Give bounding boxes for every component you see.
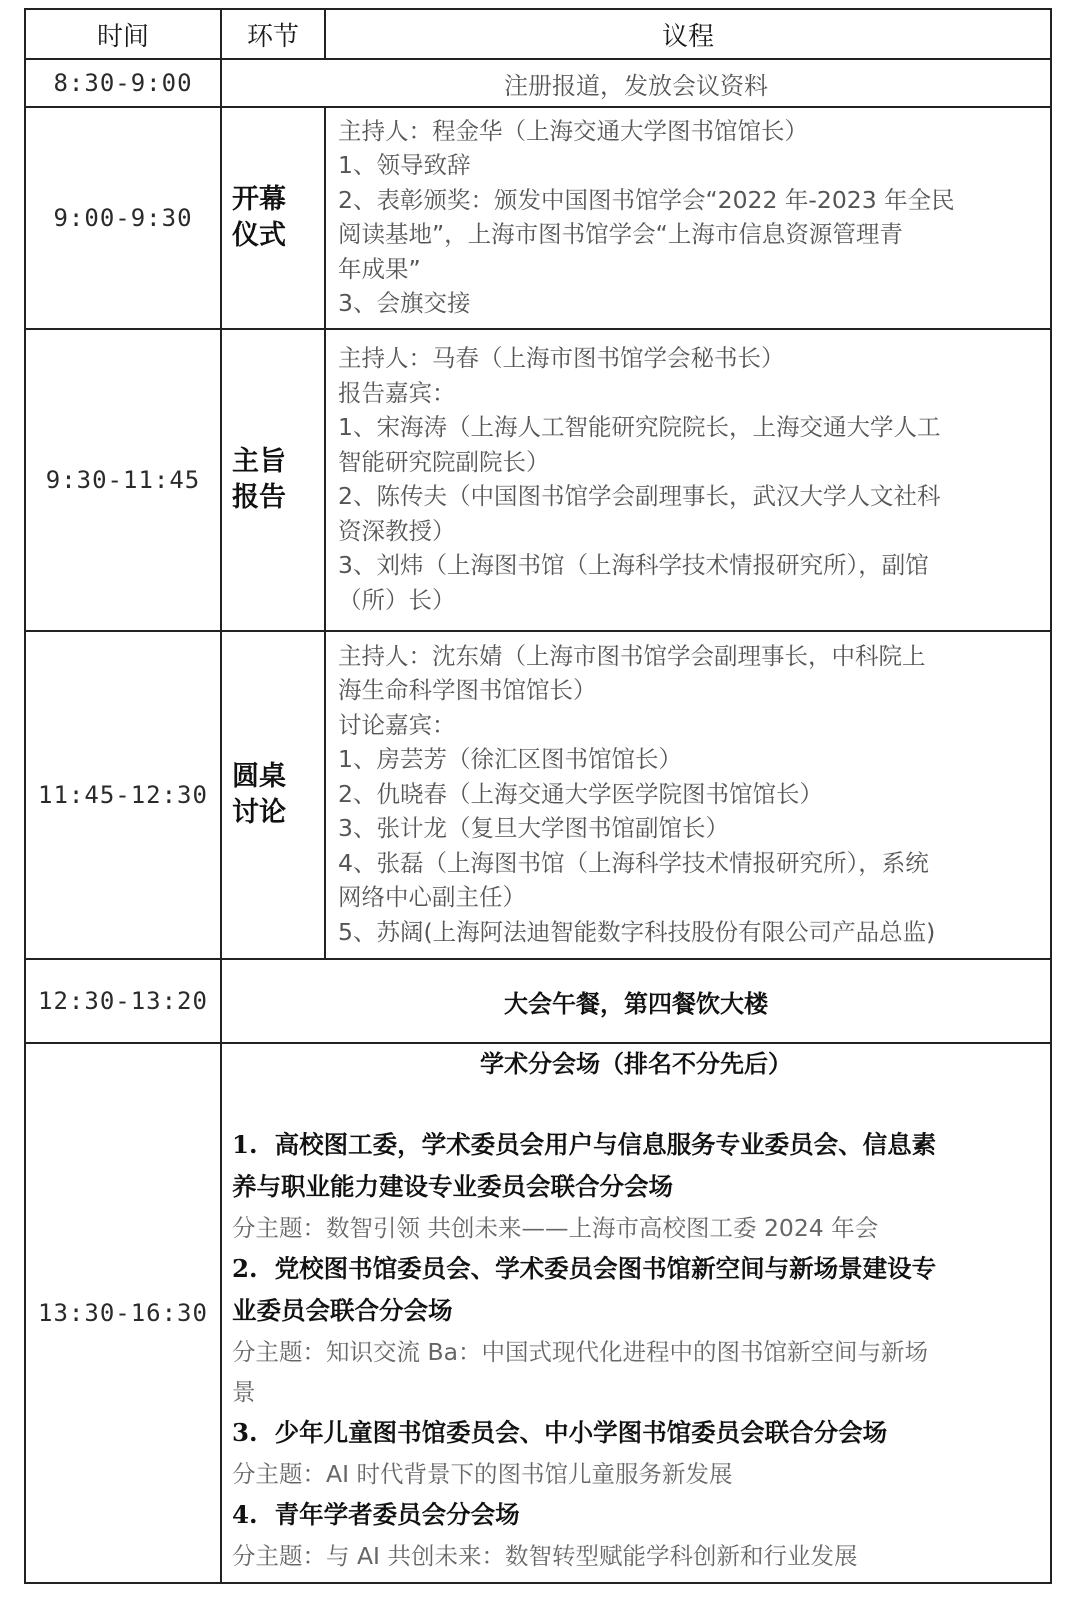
agenda-cell — [325, 107, 1051, 329]
agenda-line: 5、苏阔(上海阿法迪智能数字科技股份有限公司产品总监) — [338, 917, 936, 946]
header-time: 时间 — [25, 9, 221, 59]
agenda-line: 4、张磊（上海图书馆（上海科学技术情报研究所），系统 — [338, 848, 929, 877]
agenda-table-frame — [24, 8, 1050, 1608]
segment-label: 开幕 — [232, 184, 286, 215]
agenda-cell: 注册报道，发放会议资料 — [221, 59, 1051, 107]
sessions-title: 学术分会场（排名不分先后） — [480, 1049, 792, 1078]
time-cell: 9:00-9:30 — [25, 107, 221, 329]
track-subtheme: 分主题：AI 时代背景下的图书馆儿童服务新发展 — [232, 1460, 733, 1488]
time-cell: 12:30-13:20 — [25, 959, 221, 1043]
track-title: 2. 党校图书馆委员会、学术委员会图书馆新空间与新场景建设专 — [232, 1254, 937, 1283]
header-segment: 环节 — [221, 9, 325, 59]
track-title: 3. 少年儿童图书馆委员会、中小学图书馆委员会联合分会场 — [232, 1418, 888, 1447]
agenda-line: 2、表彰颁奖：颁发中国图书馆学会“2022 年-2023 年全民 — [338, 185, 955, 214]
agenda-cell: 大会午餐，第四餐饮大楼 — [221, 959, 1051, 1043]
segment-label: 报告 — [232, 482, 286, 513]
agenda-table — [24, 8, 1052, 1584]
header-agenda: 议程 — [325, 9, 1051, 59]
row-lunch — [25, 959, 1051, 1043]
track-title: 4. 青年学者委员会分会场 — [232, 1500, 520, 1529]
track-subtheme: 分主题：知识交流 Ba：中国式现代化进程中的图书馆新空间与新场 — [232, 1338, 928, 1366]
track-subtheme: 分主题：与 AI 共创未来：数智转型赋能学科创新和行业发展 — [232, 1542, 858, 1570]
row-roundtable — [25, 631, 1051, 959]
segment-label: 主旨 — [232, 446, 286, 477]
agenda-line: 2、仇晓春（上海交通大学医学院图书馆馆长） — [338, 779, 823, 808]
row-opening — [25, 107, 1051, 329]
agenda-cell — [325, 329, 1051, 631]
agenda-line: 1、宋海涛（上海人工智能研究院院长，上海交通大学人工 — [338, 413, 941, 441]
agenda-line: 主持人：程金华（上海交通大学图书馆馆长） — [338, 116, 808, 145]
header-row — [25, 9, 1051, 59]
segment-label: 讨论 — [232, 797, 286, 828]
agenda-line: （所）长） — [338, 585, 456, 614]
agenda-line: 讨论嘉宾： — [338, 710, 456, 739]
row-sessions — [25, 1043, 1051, 1583]
track-subtheme: 分主题：数智引领 共创未来——上海市高校图工委 2024 年会 — [232, 1214, 879, 1242]
time-cell: 9:30-11:45 — [25, 329, 221, 631]
agenda-line: 阅读基地”，上海市图书馆学会“上海市信息资源管理青 — [338, 220, 903, 248]
track-title: 业委员会联合分会场 — [232, 1296, 453, 1325]
track-title: 养与职业能力建设专业委员会联合分会场 — [232, 1172, 673, 1201]
time-cell: 13:30-16:30 — [25, 1043, 221, 1583]
segment-cell — [221, 329, 325, 631]
agenda-line: 年成果” — [338, 254, 421, 283]
segment-cell — [221, 107, 325, 329]
agenda-line: 主持人：马春（上海市图书馆学会秘书长） — [338, 344, 785, 372]
agenda-line: 3、刘炜（上海图书馆（上海科学技术情报研究所），副馆 — [338, 551, 929, 579]
agenda-cell — [325, 631, 1051, 959]
track-subtheme: 景 — [232, 1378, 256, 1406]
row-registration — [25, 59, 1051, 107]
agenda-line: 智能研究院副院长） — [338, 447, 550, 476]
agenda-line: 网络中心副主任） — [338, 883, 526, 912]
segment-label: 圆桌 — [232, 761, 286, 792]
agenda-line: 2、陈传夫（中国图书馆学会副理事长，武汉大学人文社科 — [338, 482, 941, 510]
sessions-cell — [221, 1043, 1051, 1583]
segment-cell — [221, 631, 325, 959]
agenda-line: 海生命科学图书馆馆长） — [338, 676, 597, 705]
agenda-line: 3、张计龙（复旦大学图书馆副馆长） — [338, 814, 729, 843]
agenda-line: 资深教授） — [338, 516, 456, 545]
agenda-line: 1、房芸芳（徐汇区图书馆馆长） — [338, 745, 682, 774]
time-cell: 11:45-12:30 — [25, 631, 221, 959]
spacer — [232, 1082, 1040, 1124]
row-keynote — [25, 329, 1051, 631]
track-title: 1. 高校图工委，学术委员会用户与信息服务专业委员会、信息素 — [232, 1130, 937, 1159]
agenda-line: 3、会旗交接 — [338, 289, 471, 317]
agenda-line: 1、领导致辞 — [338, 151, 471, 179]
agenda-line: 报告嘉宾： — [338, 378, 456, 407]
segment-label: 仪式 — [232, 220, 286, 251]
agenda-line: 主持人：沈东婧（上海市图书馆学会副理事长，中科院上 — [338, 641, 926, 670]
time-cell: 8:30-9:00 — [25, 59, 221, 107]
